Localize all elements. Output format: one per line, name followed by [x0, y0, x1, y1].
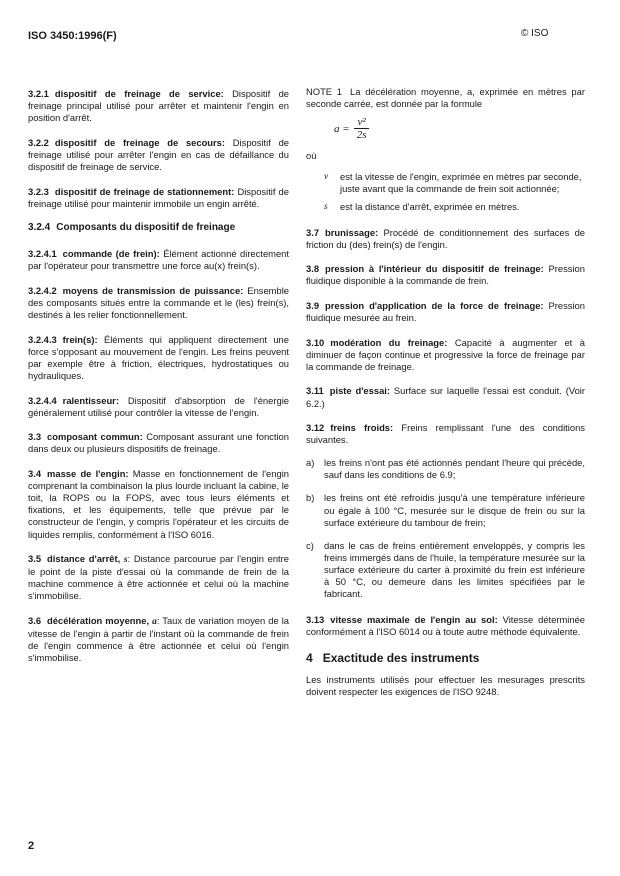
section-number: 3.3 [28, 431, 42, 443]
section-number: 3.8 [306, 263, 320, 275]
definition-v [306, 171, 585, 195]
formula-numerator: v² [354, 116, 368, 129]
section-term: pression d'application de la force de freinage: [325, 299, 544, 311]
section-text: Vitesse déterminée conformément à l'ISO 6014 ou à toute autre méthode équivalente. [306, 614, 586, 638]
section-term: vitesse maximale de l'engin au sol: [330, 614, 498, 626]
section-3-2-4-4 [28, 395, 289, 419]
section-text: Ensemble des composants situés entre la commande et le (les) frein(s), destinés à les relier fonctionnellement. [28, 285, 289, 321]
section-number: 3.2.4.1 [28, 248, 57, 260]
section-number: 3.6 [28, 615, 42, 626]
list-item-b [306, 492, 585, 528]
section-3-3 [28, 431, 289, 455]
left-column [28, 88, 289, 677]
section-3-8 [306, 263, 585, 287]
section-number: 3.2.2 [28, 136, 49, 148]
section-term: piste d'essai: [329, 385, 391, 397]
formula-denominator: 2s [356, 129, 367, 142]
list-label: c) [306, 539, 314, 551]
section-text: Dispositif de freinage utilisé pour maintenir immobile un engin arrêté. [28, 185, 289, 209]
section-term: décélération moyenne, [47, 615, 150, 626]
section-text: Dispositif de freinage utilisé pour arrêter l'engin en cas de défaillance du dispositif de freinage de service. [28, 136, 290, 172]
note-1 [306, 86, 585, 110]
formula-lhs: a = [334, 122, 350, 135]
page-header-standard: ISO 3450:1996(F) [28, 30, 117, 42]
section-text: Surface sur laquelle l'essai est conduit. (Voir 6.2.) [306, 385, 585, 409]
section-number: 3.7 [306, 226, 320, 238]
list-text: dans le cas de freins entièrement enveloppés, y compris les freins immergés dans de l'huile, la température mesurée sur la surface extérieure du carter à proximité du frein est inférieure à 50 °C, ou demeure dans les limites spécifiées par le fabricant. [324, 539, 585, 600]
section-term: frein(s): [62, 333, 98, 345]
section-text: Procédé de conditionnement des surfaces de friction du (des) frein(s) de l'engin. [306, 226, 585, 250]
note-text: La décélération moyenne, a, exprimée en mètres par seconde carrée, est donnée par la formule [306, 86, 585, 110]
section-text: Éléments qui appliquent directement une force s'opposant au mouvement de l'engin. Les freins peuvent par exemple être à friction, électriques, hydrostatiques ou hydrauliques. [28, 333, 289, 382]
section-term: masse de l'engin: [47, 468, 129, 480]
clause-number: 4 [306, 651, 313, 666]
section-term: brunissage: [325, 226, 379, 238]
section-number: 3.2.4.4 [28, 394, 57, 406]
definition-s [306, 201, 585, 213]
section-text: Freins remplissant l'une des conditions suivantes. [306, 422, 585, 446]
section-term: modération du freinage: [330, 336, 448, 348]
page-number: 2 [28, 840, 35, 852]
list-label: b) [306, 492, 315, 504]
section-3-2-4-3 [28, 334, 289, 382]
section-3-13 [306, 614, 585, 638]
section-term: commande (de frein): [62, 248, 160, 260]
section-title: Composants du dispositif de freinage [56, 222, 236, 234]
section-number: 3.2.3 [28, 185, 49, 197]
section-text: : Taux de variation moyen de la vitesse de l'engin à partir de l'instant où la commande de frein de l'engin commence à être actionnée et celui où l'engin s'immobilise. [28, 615, 289, 664]
page-header-copyright: © ISO [521, 28, 549, 39]
definition-text: est la vitesse de l'engin, exprimée en mètres par seconde, juste avant que la commande de frein soit actionnée; [340, 171, 582, 195]
section-3-10 [306, 337, 585, 373]
deceleration-formula [334, 116, 585, 141]
formula-where: où [306, 150, 317, 162]
list-text: les freins n'ont pas été actionnés pendant l'heure qui précède, sauf dans les conditions de 6.9; [324, 457, 585, 481]
section-3-12 [306, 422, 585, 446]
section-3-2-1 [28, 88, 289, 124]
formula-fraction [354, 116, 370, 141]
section-symbol: s [123, 555, 128, 566]
clause-4-heading [306, 652, 585, 664]
section-3-2-4-heading [28, 222, 289, 234]
section-number: 3.5 [28, 553, 42, 565]
section-text: Composant assurant une fonction dans deux ou plusieurs dispositifs de freinage. [28, 431, 289, 455]
definition-text: est la distance d'arrêt, exprimée en mètres. [340, 201, 520, 213]
section-text: Dispositif d'absorption de l'énergie généralement utilisé pour contrôler la vitesse de l'engin. [28, 394, 289, 418]
section-number: 3.2.1 [28, 88, 49, 99]
section-3-2-4-2 [28, 285, 289, 321]
section-term: pression à l'intérieur du dispositif de freinage: [325, 263, 544, 275]
section-text: Masse en fonctionnement de l'engin comprenant la combinaison la plus lourde incluant la cabine, le toit, la ROPS ou la FOPS, avec tous leurs éléments et fixations, et les équipements, telle que prévue par le constructeur de l'engin, y compris l'opérateur et les circuits de liquides remplis, conformément à l'ISO 6016. [28, 468, 289, 540]
section-term: dispositif de freinage de service: [54, 88, 224, 99]
section-symbol: a [152, 617, 157, 627]
section-number: 3.9 [306, 299, 320, 311]
section-number: 3.11 [306, 385, 324, 397]
right-column [306, 86, 585, 698]
section-number: 3.10 [306, 336, 325, 348]
section-3-11 [306, 385, 585, 409]
section-3-7 [306, 227, 585, 251]
section-number: 3.2.4.2 [28, 285, 57, 297]
section-3-9 [306, 300, 585, 324]
section-term: composant commun: [47, 431, 143, 443]
section-3-2-3 [28, 186, 289, 210]
section-number: 3.2.4.3 [28, 333, 57, 345]
section-term: ralentisseur: [62, 394, 119, 406]
section-text: Dispositif de freinage principal utilisé pour arrêter et maintenir l'engin en position d'arrêt. [28, 88, 289, 124]
section-3-6 [28, 615, 289, 664]
section-term: dispositif de freinage de secours: [54, 136, 226, 148]
section-3-4 [28, 468, 289, 541]
section-text: Élément actionné directement par l'opérateur pour transmettre une force au(x) frein(s). [28, 248, 289, 272]
list-item-a [306, 457, 585, 481]
section-number: 3.2.4 [28, 222, 51, 234]
section-number: 3.12 [306, 422, 325, 434]
section-3-5 [28, 553, 289, 602]
definition-symbol: v [324, 172, 329, 183]
section-text: Pression fluidique mesurée au frein. [306, 299, 585, 324]
note-label: NOTE 1 [306, 86, 343, 97]
section-term: distance d'arrêt, [47, 553, 121, 565]
clause-title: Exactitude des instruments [322, 651, 480, 666]
section-term: freins froids: [330, 422, 394, 434]
section-3-2-4-1 [28, 248, 289, 272]
section-3-2-2 [28, 137, 289, 173]
section-number: 3.13 [306, 614, 325, 626]
list-text: les freins ont été refroidis jusqu'à une température inférieure ou égale à 100 °C, mesurée sur le disque de frein ou sur la surface extérieure du tambour de frein; [324, 492, 585, 528]
section-text: : Distance parcourue par l'engin entre le point de la piste d'essai où la commande de frein de la machine commence à être actionnée et celui où la machine s'immobilise. [28, 553, 289, 602]
section-text: Pression fluidique disponible à la commande de frein. [306, 263, 585, 287]
list-item-c [306, 540, 585, 600]
section-term: moyens de transmission de puissance: [62, 285, 244, 297]
section-number: 3.4 [28, 468, 42, 480]
list-label: a) [306, 457, 315, 469]
definition-symbol: s [324, 202, 328, 213]
section-term: dispositif de freinage de stationnement: [54, 185, 235, 197]
clause-4-text: Les instruments utilisés pour effectuer les mesurages prescrits doivent respecter les exigences de l'ISO 9248. [306, 673, 585, 697]
section-text: Capacité à augmenter et à diminuer de façon continue et progressive la force de freinage par la commande de freinage. [306, 336, 585, 372]
